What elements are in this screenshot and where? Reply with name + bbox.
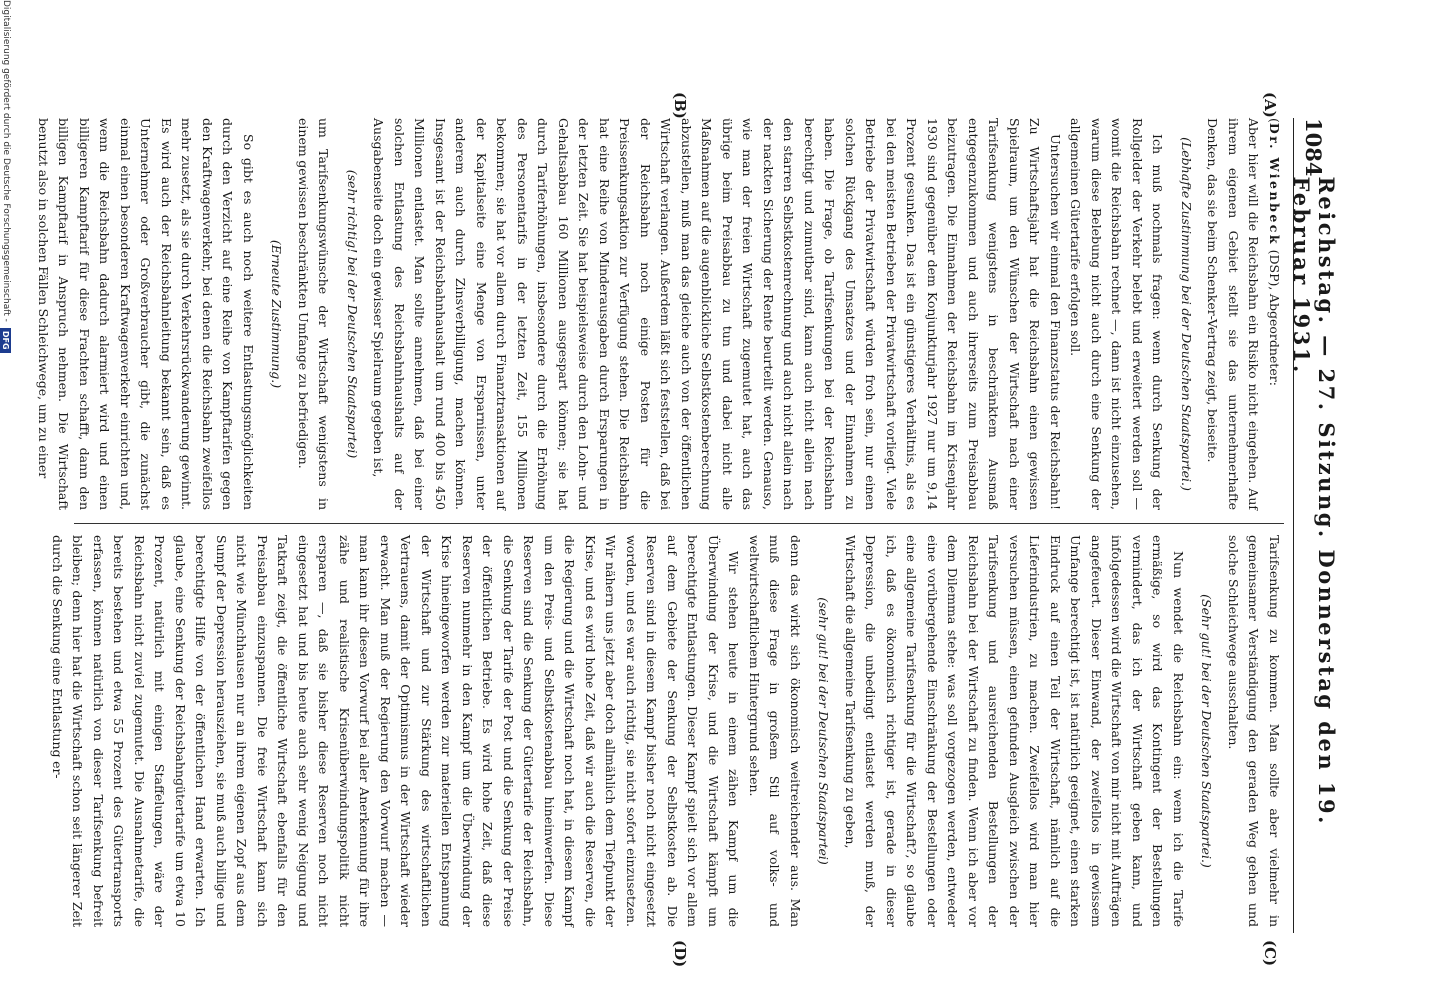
paragraph: Ich muß nochmals fragen: wenn durch Senkung der Rollgelder der Verkehr belebt und erweitert werden soll — womit die Reichsbahn rechnet —, dann ist nicht einzusehen, warum diese Belebung nicht auch durch eine Senkung der allgemeinen Gütertarife erfolgen soll. xyxy=(1068,118,1166,510)
page-number: 1084 xyxy=(1301,118,1327,177)
digitization-footer xyxy=(0,0,12,1000)
speaker-name: Dr. Wienbeck xyxy=(1267,122,1282,247)
dfg-logo: DFG xyxy=(1,328,12,353)
left-column xyxy=(36,118,1284,510)
interjection: (Erneute Zustimmung.) xyxy=(269,239,285,389)
interjection: (Lebhafte Zustimmung bei der Deutschen Staatspartei.) xyxy=(1179,137,1194,491)
right-column xyxy=(50,535,1284,927)
paragraph: Untersuchen wir einmal den Finanzstatus der Reichsbahn! Zu Wirtschaftsjahr hat die Reichsbahn einen gewissen Spielraum, um den Wünschen der Wirtschaft nach einer Tarifsenkung wenigstens in beschränktem Ausmaß entgegenzukommen und auch ihrerseits zum Preisabbau beizutragen. Die Einnahmen der Reichsbahn im Krisenjahr 1930 sind gegenüber dem Konjunkturjahr 1927 nur um 9,14 Prozent gesunken. Das ist ein günstigeres Verhältnis, als es bei den meisten Betrieben der Privatwirtschaft vorliegt. Viele Betriebe der Privatwirtschaft würden froh sein, nur einen solchen Rückgang des Umsatzes und der Einnahmen zu haben. Die Frage, ob Tarifsenkungen bei der Reichsbahn berechtigt und zumutbar sind, kann auch nicht allein nach den starren Selbstkostenrechnung und auch nicht allein nach der nackten Sicherung der Rente beurteilt werden. Genauso, wie man der freien Wirtschaft zugemutet hat, auch das übrige beim Preisabbau zu tun und dabei nicht alle Maßnahmen auf die augenblickliche Selbstkostenberechnung abzustellen, muß man das gleiche auch von der öffentlichen Wirtschaft verlangen. Außerdem läßt sich feststellen, daß bei der Reichsbahn noch einige Posten für die Preissenkungsaktion zur Verfügung stehen. Die Reichsbahn hat eine Reihe von Minderausgaben durch Ersparungen in der letzten Zeit. Sie hat beispielsweise durch den Lohn- und Gehaltsabbau 160 Millionen ausgespart können; sie hat durch Tariferhöhungen, insbesondere durch die Erhöhung des Personentarifs in der letzten Zeit, 155 Millionen bekommen; sie hat vor allem durch Finanztransaktionen auf der Kapitalseite eine Menge von Ersparnissen, unter anderem auch durch Zinsverbilligung, machen können. Insgesamt ist der Reichsbahnhaushalt um rund 400 bis 450 Millionen entlastet. Man sollte annehmen, daß bei einer solchen Entlastung des Reichsbahnhaushalts auf der Ausgabenseite doch ein gewisser Spielraum gegeben ist, xyxy=(371,118,1063,510)
header-rule xyxy=(1293,118,1294,933)
interjection: (Sehr gut! bei der Deutschen Staatspartei.) xyxy=(1199,594,1215,868)
paragraph: Nun wendet die Reichsbahn ein: wenn ich die Tarife ermäßige, so wird das Kontingent der Bestellungen vermindert, das ich der Wirtschaft geben kann, und infolgedessen wird die Wirtschaft von mir nicht mit Aufträgen angefeuert. Dieser Einwand, der zweifellos in gewissem Umfange berechtigt ist, ist natürlich geeignet, einen starken Eindruck auf einen Teil der Wirtschaft, nämlich auf die Lieferindustrien, zu machen. Zweifellos wird man hier versuchen müssen, einen gefunden Ausgleich zwischen der Tarifsenkung und ausreichenden Bestellungen der Reichsbahn bei der Wirtschaft zu finden. Wenn ich aber vor dem Dilemma stehe: was soll vorgezogen werden, entweder eine vorübergehende Einschränkung der Bestellungen oder eine allgemeine Tarifsenkung für die Wirtschaft?, so glaube ich, daß es ökonomisch richtiger ist, gerade in dieser Depression, die unbedingt entlastet werden muß, der Wirtschaft die allgemeine Tarifsenkung zu geben, xyxy=(843,535,1186,927)
paragraph: Wir stehen heute in einem zähen Kampf um die Überwindung der Krise, und die Wirtschaft kämpft um berechtigte Entlastungen. Dieser Kampf spielt sich vor allem auf dem Gebiete der Senkung der Selbstkosten ab. Die Reserven sind in diesem Kampf bisher noch nicht eingesetzt worden, und es war auch richtig, sie nicht sofort einzusetzen. Wir nähern uns jetzt aber doch allmählich dem Tiefpunkt der Krise, und es wird hohe Zeit, daß wir auch die Reserven, die die Regierung und die Wirtschaft noch hat, in diesem Kampf um den Preis- und Selbstkostenabbau hineinwerfen. Diese Reserven sind die Senkung der Gütertarife der Reichsbahn, die Senkung der Tarife der Post und die Senkung der Preise der öffentlichen Betriebe. Es wird hohe Zeit, daß diese Reserven nunmehr in den Kampf um die Überwindung der Krise hineingeworfen werden zur materiellen Entspannung der Wirtschaft und zur Stärkung des wirtschaftlichen Vertrauens, damit der Optimismus in der Wirtschaft wieder erwacht. Man muß der Regierung den Vorwurf machen — man kann ihr diesen Vorwurf bei aller Anerkennung für ihre zähe und realistische Krisenüberwindungspolitik nicht ersparen —, daß sie bisher diese Reserven noch nicht eingesetzt hat und bis heute auch sehr wenig Neigung und Tatkraft zeigt, die öffentliche Wirtschaft ebenfalls für den Preisabbau einzuspannen. Die freie Wirtschaft kann sich nicht wie Münchhausen nur an ihrem eigenen Zopf aus dem Sumpf der Depression herausziehen, sie muß auch billige und berechtigte Hilfe von der öffentlichen Hand erwarten. Ich glaube, eine Senkung der Reichsbahngütertarife um etwa 10 Prozent, natürlich mit einigen Staffelungen, wäre der Reichsbahn nicht zuviel zugemutet. Die Ausnahmetarife, die bereits bestehen und etwa 55 Prozent des Gütertransports erfassen, können natürlich von dieser Tarifsenkung befreit bleiben; denn hier hat die Wirtschaft schon seit längerer Zeit durch die Senkung eine Entlastung er- xyxy=(50,535,742,927)
paragraph: So gibt es auch noch weitere Entlastungsmöglichkeiten durch den Verzicht auf eine Reihe von Kampftarifen gegen den Kraftwagenverkehr, bei denen die Reichsbahn zweifellos mehr zusetzt, als sie durch Verkehrsrückwanderung gewinnt. Es wird auch der Reichsbahnleitung bekannt sein, daß es Unternehmer oder Großverbraucher gibt, die zunächst einmal einen besonderen Kraftwagenverkehr einrichten und, wenn die Reichsbahn dadurch alarmiert wird und einen billigeren Kampftarif für diese Frachten schafft, dann den billigen Kampftarif in Anspruch nehmen. Die Wirtschaft benutzt also in solchen Fällen Schleichwege, um zu einer xyxy=(36,118,256,510)
margin-mark-a: (A) xyxy=(1261,92,1279,118)
footer-text: Digitalisierung gefördert durch die Deutsche Forschungsgemeinschaft - xyxy=(1,0,11,322)
speaker-line: (Dr. Wienbeck (DSP), Abgeordneter: xyxy=(1267,118,1282,386)
page-header xyxy=(1289,118,1339,933)
column-divider xyxy=(74,523,1284,524)
speaker-party: (DSP), Abgeordneter: xyxy=(1267,249,1282,386)
page-title: Reichstag. — 27. Sitzung. Donnerstag den 19. Februar 1931. xyxy=(1289,176,1339,826)
paragraph: um Tarifsenkungswünsche der Wirtschaft wenigstens in einem gewissen beschränkten Umfange zu befriedigen. xyxy=(296,118,332,510)
paragraph: Tarifsenkung zu kommen. Man sollte aber vielmehr in gemeinsamer Verständigung den geraden Weg gehen und solche Schleichwege ausschalten. xyxy=(1226,535,1282,927)
margin-mark-d: (D) xyxy=(671,940,689,968)
paragraph: Aber hier will die Reichsbahn ein Risiko nicht eingehen. Auf ihrem eigenen Gebiet stellt sie das unternehmerhafte Denken, das sie beim Schenker-Vertrag zeigt, beiseite. xyxy=(1205,118,1262,510)
margin-mark-b: (B) xyxy=(671,92,689,119)
interjection: (sehr richtig! bei der Deutschen Staatspartei) xyxy=(345,169,360,459)
paragraph: denn das wirkt sich ökonomisch weitreichender aus. Man muß diese Frage in großem Stil auf volks- und weltwirtschaftlichem Hintergrund sehen. xyxy=(747,535,803,927)
margin-mark-c: (C) xyxy=(1261,940,1279,967)
interjection: (sehr gut! bei der Deutschen Staatspartei) xyxy=(816,597,832,865)
